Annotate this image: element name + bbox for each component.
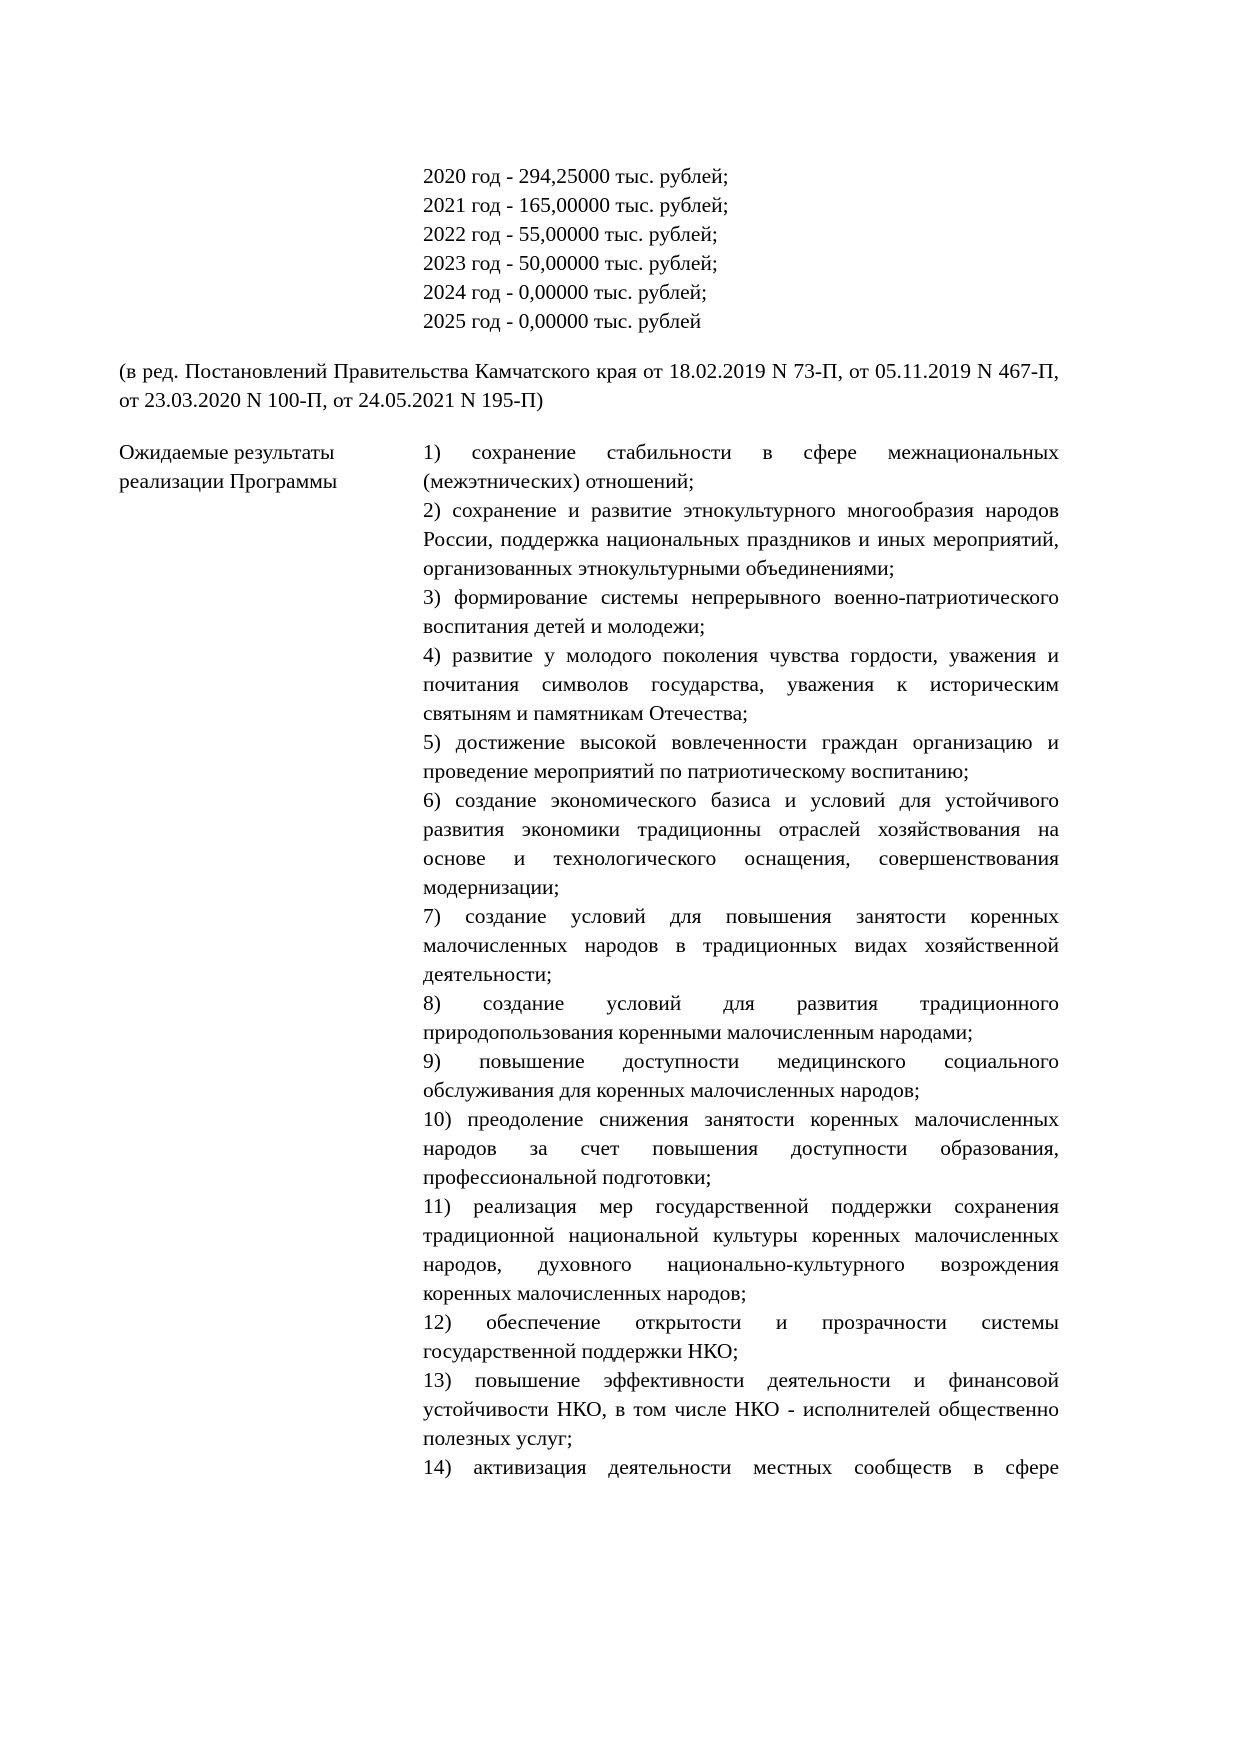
funding-year-line: 2022 год - 55,00000 тыс. рублей; <box>423 222 718 246</box>
funding-year-line: 2023 год - 50,00000 тыс. рублей; <box>423 251 718 275</box>
list-item: 13) повышение эффективности деятельности и финансовой устойчивости НКО, в том числе НКО - исполнителей общественно полезных услуг; <box>423 1368 1059 1450</box>
list-item: 2) сохранение и развитие этнокультурного многообразия народов России, поддержка национальных праздников и иных мероприятий, организованных этнокультурными объединениями; <box>423 498 1059 580</box>
list-item: 10) преодоление снижения занятости коренных малочисленных народов за счет повышения доступности образования, профессиональной подготовки; <box>423 1107 1059 1189</box>
funding-year-line: 2021 год - 165,00000 тыс. рублей; <box>423 193 729 217</box>
results-list <box>423 438 1059 1482</box>
list-item: 12) обеспечение открытости и прозрачности системы государственной поддержки НКО; <box>423 1310 1059 1363</box>
list-item: 6) создание экономического базиса и условий для устойчивого развития экономики традиционны отраслей хозяйствования на основе и технологического оснащения, совершенствования модернизации; <box>423 788 1059 899</box>
funding-by-year <box>423 162 729 336</box>
list-item: 11) реализация мер государственной поддержки сохранения традиционной национальной культуры коренных малочисленных народов, духовного национально-культурного возрождения коренных малочисленных народов; <box>423 1194 1059 1305</box>
list-item: 1) сохранение стабильности в сфере межнациональных (межэтнических) отношений; <box>423 440 1059 493</box>
list-item: 14) активизация деятельности местных сообществ в сфере <box>423 1455 1059 1479</box>
funding-year-line: 2020 год - 294,25000 тыс. рублей; <box>423 164 729 188</box>
list-item: 8) создание условий для развития традиционного природопользования коренными малочисленным народами; <box>423 991 1059 1044</box>
list-item: 9) повышение доступности медицинского социального обслуживания для коренных малочисленных народов; <box>423 1049 1059 1102</box>
funding-year-line: 2025 год - 0,00000 тыс. рублей <box>423 309 702 333</box>
list-item: 5) достижение высокой вовлеченности граждан организацию и проведение мероприятий по патриотическому воспитанию; <box>423 730 1059 783</box>
list-item: 4) развитие у молодого поколения чувства гордости, уважения и почитания символов государства, уважения к историческим святыням и памятникам Отечества; <box>423 643 1059 725</box>
funding-year-line: 2024 год - 0,00000 тыс. рублей; <box>423 280 708 304</box>
amendment-note: (в ред. Постановлений Правительства Камчатского края от 18.02.2019 N 73-П, от 05.11.2019 N 467-П, от 23.03.2020 N 100-П, от 24.05.2021 N 195-П) <box>119 359 1059 412</box>
list-item: 3) формирование системы непрерывного военно-патриотического воспитания детей и молодежи; <box>423 585 1059 638</box>
list-item: 7) создание условий для повышения занятости коренных малочисленных народов в традиционных видах хозяйственной деятельности; <box>423 904 1059 986</box>
results-label: Ожидаемые результаты реализации Программы <box>119 440 338 493</box>
